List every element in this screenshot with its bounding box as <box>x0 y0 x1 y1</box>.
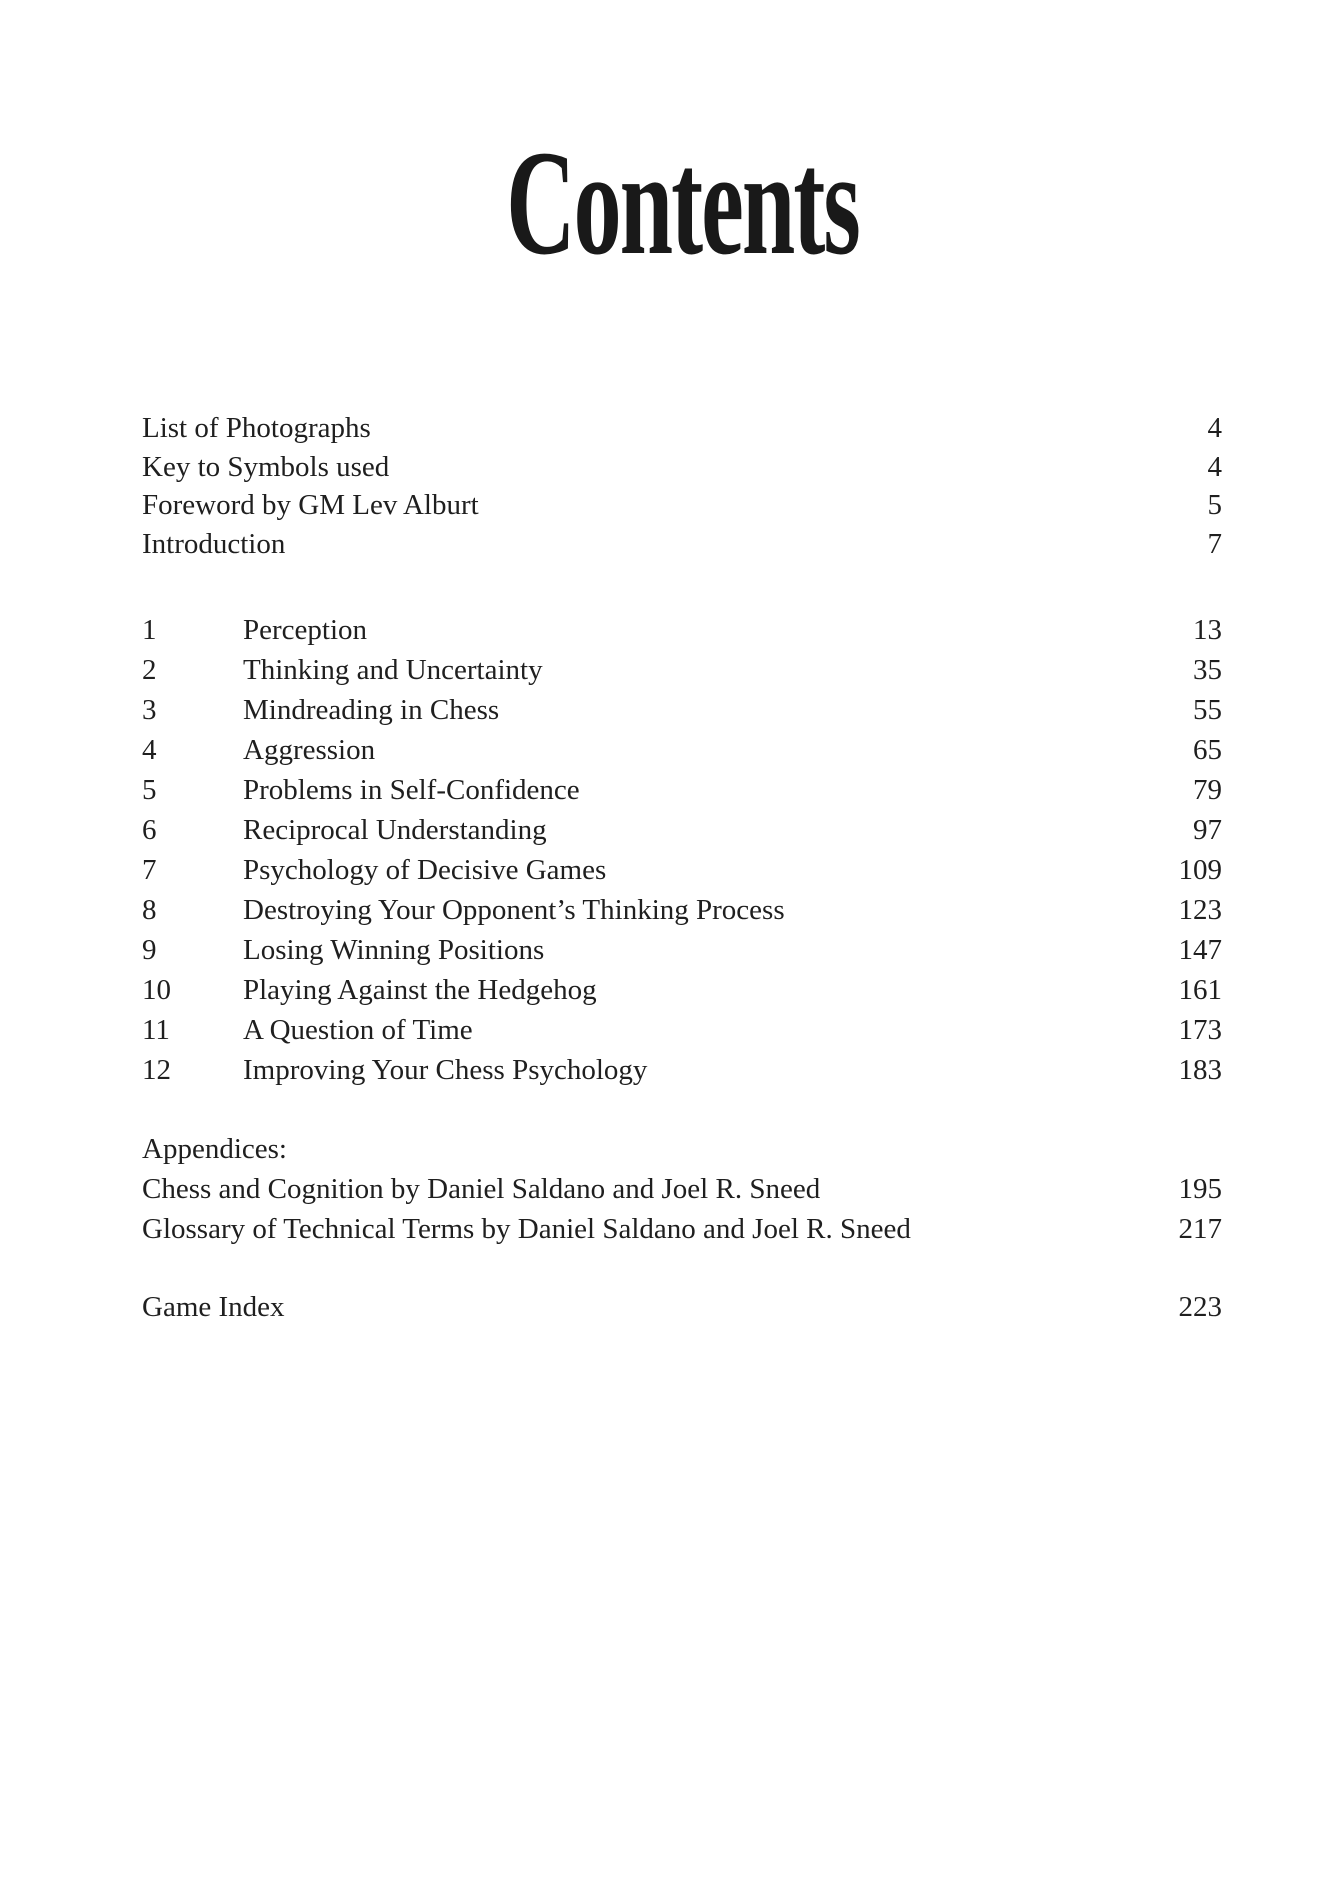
chapter-list <box>142 610 1222 1090</box>
page-title-container <box>0 120 1339 286</box>
page-number: 217 <box>1178 1213 1222 1245</box>
chapter-number: 2 <box>142 654 157 686</box>
toc-row <box>142 930 1222 970</box>
entry-label: Chess and Cognition by Daniel Saldano and Joel R. Sneed <box>142 1173 821 1205</box>
page-number: 4 <box>1207 412 1222 444</box>
chapter-number: 7 <box>142 854 157 886</box>
toc-row <box>142 650 1222 690</box>
page-number: 35 <box>1193 654 1222 686</box>
chapter-number: 8 <box>142 894 157 926</box>
chapter-title: Thinking and Uncertainty <box>243 654 543 686</box>
page-title: Contents <box>506 120 859 286</box>
page-number: 5 <box>1207 489 1222 522</box>
page-number: 79 <box>1193 774 1222 806</box>
appendices-list <box>142 1169 1222 1249</box>
toc-row <box>142 890 1222 930</box>
chapter-title: Problems in Self-Confidence <box>243 774 580 806</box>
page-number: 4 <box>1207 450 1222 483</box>
chapter-title: Mindreading in Chess <box>243 694 500 726</box>
page-number: 147 <box>1178 934 1222 966</box>
toc-row <box>142 1209 1222 1249</box>
chapter-title: Reciprocal Understanding <box>243 814 547 846</box>
chapter-title: Improving Your Chess Psychology <box>243 1054 648 1086</box>
page-number: 55 <box>1193 694 1222 726</box>
page-number: 109 <box>1178 854 1222 886</box>
chapter-number: 11 <box>142 1014 170 1046</box>
toc-row <box>142 770 1222 810</box>
chapter-number: 4 <box>142 734 157 766</box>
page-number: 13 <box>1193 614 1222 646</box>
chapter-number: 3 <box>142 694 157 726</box>
entry-label: Key to Symbols used <box>142 450 390 483</box>
page-number: 173 <box>1178 1014 1222 1046</box>
toc-row <box>142 1287 1222 1327</box>
toc-row <box>142 1010 1222 1050</box>
chapter-title: Aggression <box>243 734 376 766</box>
chapter-title: Destroying Your Opponent’s Thinking Process <box>243 894 785 926</box>
toc-row <box>142 486 1222 525</box>
appendices-section <box>142 1129 1222 1249</box>
entry-label: Foreword by GM Lev Alburt <box>142 489 479 522</box>
entry-label: Game Index <box>142 1291 285 1323</box>
page-number: 65 <box>1193 734 1222 766</box>
page-number: 123 <box>1178 894 1222 926</box>
page-number: 7 <box>1207 527 1222 560</box>
page-number: 223 <box>1178 1291 1222 1323</box>
toc-row <box>142 1169 1222 1209</box>
page-number: 97 <box>1193 814 1222 846</box>
chapter-title: Playing Against the Hedgehog <box>243 974 597 1006</box>
chapter-title: Losing Winning Positions <box>243 934 545 966</box>
toc-row <box>142 970 1222 1010</box>
chapter-number: 1 <box>142 614 157 646</box>
entry-label: Glossary of Technical Terms by Daniel Saldano and Joel R. Sneed <box>142 1213 911 1245</box>
toc-row <box>142 610 1222 650</box>
page-number: 183 <box>1178 1054 1222 1086</box>
toc-row <box>142 409 1222 448</box>
chapter-number: 6 <box>142 814 157 846</box>
page-number: 161 <box>1178 974 1222 1006</box>
toc-row <box>142 730 1222 770</box>
toc-row <box>142 850 1222 890</box>
chapter-number: 10 <box>142 974 171 1006</box>
chapter-number: 9 <box>142 934 157 966</box>
toc-row <box>142 1050 1222 1090</box>
chapter-title: Perception <box>243 614 368 646</box>
back-matter-list <box>142 1287 1222 1327</box>
front-matter-list <box>142 409 1222 563</box>
chapter-title: A Question of Time <box>243 1014 473 1046</box>
entry-label: List of Photographs <box>142 412 371 444</box>
chapter-title: Psychology of Decisive Games <box>243 854 607 886</box>
page-number: 195 <box>1178 1173 1222 1205</box>
toc-row <box>142 810 1222 850</box>
toc-row <box>142 448 1222 487</box>
chapter-number: 5 <box>142 774 157 806</box>
toc-row <box>142 690 1222 730</box>
entry-label: Introduction <box>142 527 286 560</box>
toc-row <box>142 525 1222 564</box>
appendices-heading: Appendices: <box>142 1133 287 1165</box>
chapter-number: 12 <box>142 1054 171 1086</box>
